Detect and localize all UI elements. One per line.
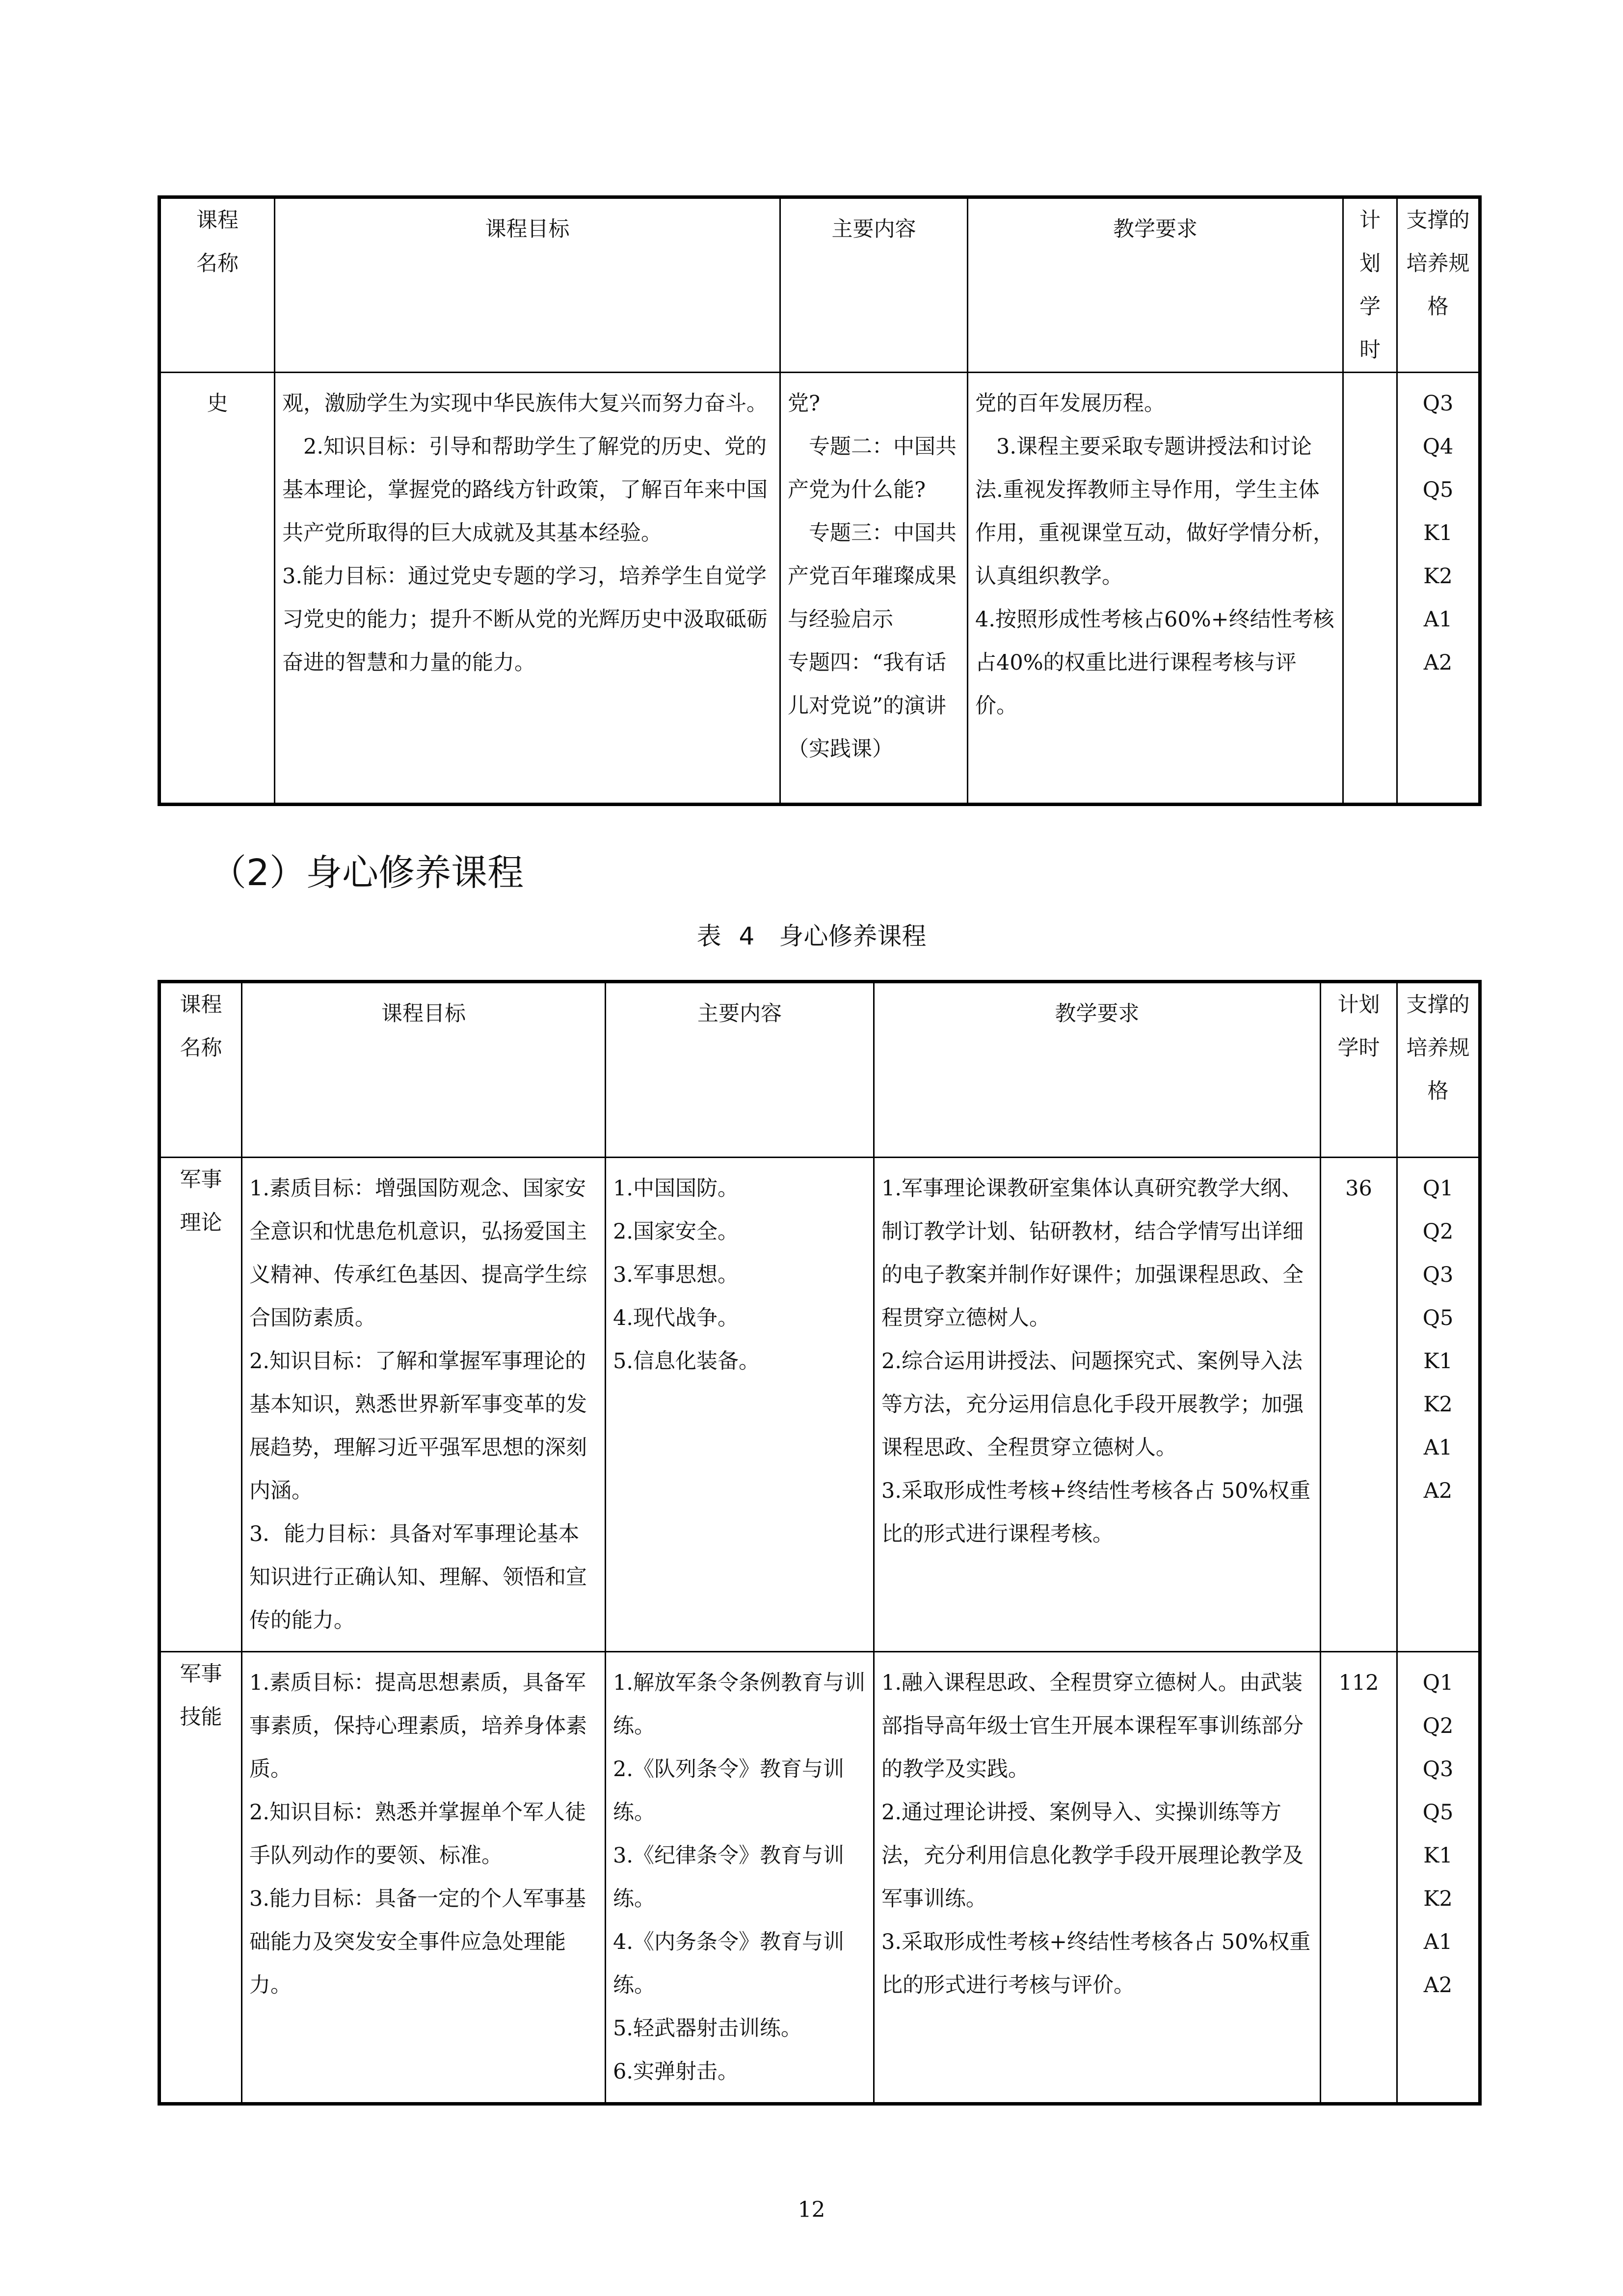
content-line: 5.轻武器射击训练。 bbox=[613, 2016, 802, 2041]
spec-codes-cell bbox=[1397, 373, 1480, 805]
content-line: 专题二：中国共产党为什么能? bbox=[788, 434, 957, 502]
goal-line: 观，激励学生为实现中华民族伟大复兴而努力奋斗。 bbox=[282, 391, 768, 416]
header-course-goal: 课程目标 bbox=[242, 982, 606, 1158]
spec-codes-cell bbox=[1397, 1158, 1480, 1652]
spec-code: K2 bbox=[1423, 1392, 1453, 1417]
spec-code: A2 bbox=[1423, 1479, 1453, 1503]
requirement-line: 党的百年发展历程。 bbox=[975, 391, 1165, 416]
spec-code: K2 bbox=[1423, 1887, 1453, 1911]
course-goal-cell bbox=[242, 1652, 606, 2104]
goal-line: 1.素质目标：增强国防观念、国家安全意识和忧患危机意识，弘扬爱国主义精神、传承红色基因、提高学生综合国防素质。 bbox=[249, 1176, 587, 1330]
spec-codes-cell bbox=[1397, 1652, 1480, 2104]
spec-code: Q3 bbox=[1422, 391, 1454, 416]
spec-code: Q5 bbox=[1422, 478, 1454, 502]
header-course-goal: 课程目标 bbox=[275, 197, 780, 373]
header-main-content: 主要内容 bbox=[606, 982, 874, 1158]
content-line: 1.中国国防。 bbox=[613, 1176, 739, 1201]
table-row bbox=[160, 1158, 1480, 1652]
requirement-line: 2.通过理论讲授、案例导入、实操训练等方法，充分利用信息化教学手段开展理论教学及军事训练。 bbox=[881, 1800, 1304, 1911]
course-table bbox=[158, 980, 1482, 2106]
content-line: 党? bbox=[788, 391, 821, 416]
page-number: 12 bbox=[798, 2197, 825, 2222]
requirement-line: 2.综合运用讲授法、问题探究式、案例导入法等方法，充分运用信息化手段开展教学；加强课程思政、全程贯穿立德树人。 bbox=[881, 1349, 1304, 1460]
teaching-requirement-cell bbox=[874, 1158, 1321, 1652]
header-planned-hours: 计划学时 bbox=[1343, 197, 1397, 373]
header-main-content: 主要内容 bbox=[780, 197, 968, 373]
requirement-line: 4.按照形成性考核占60%+终结性考核占40%的权重比进行课程考核与评价。 bbox=[975, 607, 1334, 718]
spec-code: Q5 bbox=[1422, 1306, 1454, 1330]
teaching-requirement-cell bbox=[968, 373, 1343, 805]
content-line: 4.《内务条令》教育与训练。 bbox=[613, 1930, 845, 1998]
header-course-name: 课程名称 bbox=[160, 982, 242, 1158]
content-line: 6.实弹射击。 bbox=[613, 2059, 739, 2084]
content-line: 2.国家安全。 bbox=[613, 1219, 739, 1244]
requirement-line: 1.融入课程思政、全程贯穿立德树人。由武装部指导高年级士官生开展本课程军事训练部分的教学及实践。 bbox=[881, 1671, 1304, 1782]
header-course-name: 课程名称 bbox=[160, 197, 275, 373]
requirement-line: 1.军事理论课教研室集体认真研究教学大纲、制订教学计划、钻研教材，结合学情写出详细的电子教案并制作好课件；加强课程思政、全程贯穿立德树人。 bbox=[881, 1176, 1304, 1330]
header-planned-hours: 计划学时 bbox=[1321, 982, 1397, 1158]
teaching-requirement-cell bbox=[874, 1652, 1321, 2104]
spec-code: Q5 bbox=[1422, 1800, 1454, 1825]
main-content-cell bbox=[606, 1158, 874, 1652]
spec-code: Q3 bbox=[1422, 1757, 1454, 1782]
table-caption: 表 4 身心修养课程 bbox=[696, 922, 927, 950]
spec-code: Q4 bbox=[1422, 434, 1454, 459]
course-name-cell: 史 bbox=[160, 373, 275, 805]
header-teaching-requirement: 教学要求 bbox=[968, 197, 1343, 373]
course-name-cell: 军事技能 bbox=[160, 1652, 242, 2104]
spec-code: A2 bbox=[1423, 1973, 1453, 1998]
planned-hours-cell: 112 bbox=[1321, 1652, 1397, 2104]
table-row bbox=[160, 1652, 1480, 2104]
spec-code: Q3 bbox=[1422, 1263, 1454, 1287]
header-teaching-requirement: 教学要求 bbox=[874, 982, 1321, 1158]
content-line: 1.解放军条令条例教育与训练。 bbox=[613, 1671, 866, 1738]
requirement-line: 3.采取形成性考核+终结性考核各占 50%权重比的形式进行考核与评价。 bbox=[881, 1930, 1311, 1998]
spec-code: Q2 bbox=[1422, 1219, 1454, 1244]
goal-line: 2.知识目标：引导和帮助学生了解党的历史、党的基本理论，掌握党的路线方针政策，了解百年来中国共产党所取得的巨大成就及其基本经验。 bbox=[282, 434, 768, 545]
spec-code: Q1 bbox=[1422, 1176, 1454, 1201]
spec-code: K1 bbox=[1423, 1349, 1453, 1374]
content-line: 2.《队列条令》教育与训练。 bbox=[613, 1757, 845, 1825]
planned-hours-cell: 36 bbox=[1321, 1158, 1397, 1652]
header-supported-specs: 支撑的培养规格 bbox=[1397, 982, 1480, 1158]
goal-line: 3.能力目标：通过党史专题的学习，培养学生自觉学习党史的能力；提升不断从党的光辉历史中汲取砥砺奋进的智慧和力量的能力。 bbox=[282, 564, 768, 675]
spec-code: Q1 bbox=[1422, 1671, 1454, 1695]
goal-line: 3.能力目标：具备一定的个人军事基础能力及突发安全事件应急处理能力。 bbox=[249, 1887, 586, 1998]
content-line: 3.《纪律条令》教育与训练。 bbox=[613, 1843, 845, 1911]
requirement-line: 3.采取形成性考核+终结性考核各占 50%权重比的形式进行课程考核。 bbox=[881, 1479, 1311, 1546]
goal-line: 2.知识目标：熟悉并掌握单个军人徒手队列动作的要领、标准。 bbox=[249, 1800, 586, 1868]
table-header-row bbox=[160, 982, 1480, 1158]
table-header-row bbox=[160, 197, 1480, 373]
course-goal-cell bbox=[275, 373, 780, 805]
table-row bbox=[160, 373, 1480, 805]
course-table-continued bbox=[158, 195, 1482, 806]
goal-line: 3．能力目标：具备对军事理论基本知识进行正确认知、理解、领悟和宣传的能力。 bbox=[249, 1522, 587, 1633]
spec-code: A2 bbox=[1423, 650, 1453, 675]
course-goal-cell bbox=[242, 1158, 606, 1652]
spec-code: A1 bbox=[1423, 607, 1453, 632]
goal-line: 2.知识目标：了解和掌握军事理论的基本知识，熟悉世界新军事变革的发展趋势，理解习近平强军思想的深刻内涵。 bbox=[249, 1349, 587, 1503]
requirement-line: 3.课程主要采取专题讲授法和讨论法.重视发挥教师主导作用，学生主体作用，重视课堂互动，做好学情分析，认真组织教学。 bbox=[975, 434, 1334, 589]
spec-code: A1 bbox=[1423, 1930, 1453, 1954]
content-line: 5.信息化装备。 bbox=[613, 1349, 760, 1374]
spec-code: K1 bbox=[1423, 1843, 1453, 1868]
course-name-cell: 军事理论 bbox=[160, 1158, 242, 1652]
spec-code: A1 bbox=[1423, 1435, 1453, 1460]
main-content-cell bbox=[780, 373, 968, 805]
goal-line: 1.素质目标：提高思想素质，具备军事素质，保持心理素质，培养身体素质。 bbox=[249, 1671, 587, 1782]
planned-hours-cell bbox=[1343, 373, 1397, 805]
content-line: 专题三：中国共产党百年璀璨成果与经验启示 bbox=[788, 521, 957, 632]
spec-code: K2 bbox=[1423, 564, 1453, 589]
main-content-cell bbox=[606, 1652, 874, 2104]
section-heading: （2）身心修养课程 bbox=[210, 852, 524, 894]
content-line: 3.军事思想。 bbox=[613, 1263, 739, 1287]
content-line: 4.现代战争。 bbox=[613, 1306, 739, 1330]
spec-code: K1 bbox=[1423, 521, 1453, 545]
content-line: 专题四：“我有话儿对党说”的演讲（实践课） bbox=[788, 650, 946, 761]
header-supported-specs: 支撑的培养规格 bbox=[1397, 197, 1480, 373]
spec-code: Q2 bbox=[1422, 1714, 1454, 1738]
